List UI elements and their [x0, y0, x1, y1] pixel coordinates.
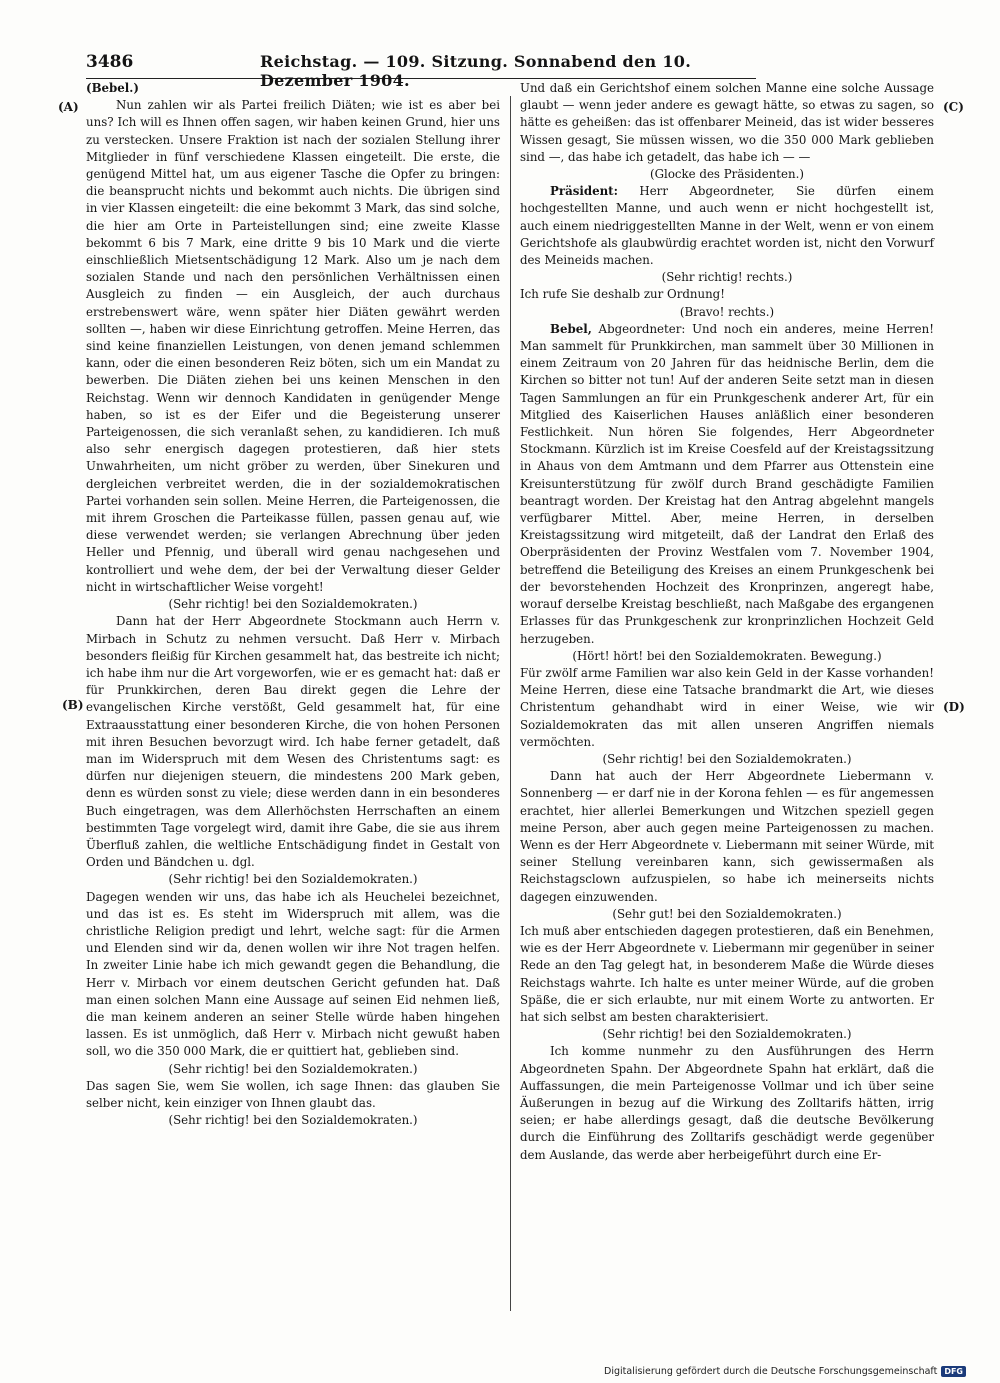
interjection: (Sehr gut! bei den Sozialdemokraten.) [612, 906, 842, 921]
president-statement: Präsident: Herr Abgeordneter, Sie dürfen einem hochgestellten Manne, und auch wenn er nicht hochgestellt ist, auch einem niedriggestellten Manne in der Welt, wenn er von einem Gerichtshofe als glaubwürdig erachtet worden ist, nicht den Vorwurf des Meineids machen. [520, 184, 934, 268]
margin-marker-d: (D) [943, 700, 965, 714]
speaker-statement: Bebel, Abgeordneter: Und noch ein anderes, meine Herren! Man sammelt für Prunkkirchen, man sammelt über 30 Millionen in einem Zeitraum von 20 Jahren für das heidnische Berlin, dem die Kirchen so bitter not tun! Auf der anderen Seite setzt man in diesen Tagen Sammlungen an für ein Prunkgeschenk anderer Art, für ein Mitglied des Kaiserlichen Hauses anläßlich einer besonderen Festlichkeit. Nun hören Sie folgendes, Herr Abgeordneter Stockmann. Kürzlich ist im Kreise Coesfeld auf der Kreistagssitzung in Ahaus von dem Amtmann und dem Pfarrer aus Ottenstein eine Kreisunterstützung für zwölf durch Brand geschädigte Familien beantragt worden. Der Kreistag hat den Antrag abgelehnt mangels verfügbarer Mittel. Aber, meine Herren, in derselben Kreistagssitzung wird mitgeteilt, daß der Landrat den Erlaß des Oberpräsidenten der Provinz Westfalen vom 7. November 1904, betreffend die Beteiligung des Kreises an einem Prunkgeschenk bei der bevorstehenden Hochzeit des Kronprinzen, angeregt habe, worauf derselbe Kreistag beschließt, nach Maßgabe des ergangenen Erlasses für das Prunkgeschenk zur kronprinzlichen Hochzeit Geld herzugeben. [520, 321, 934, 646]
interjection: (Sehr richtig! bei den Sozialdemokraten.) [168, 1061, 418, 1076]
body-paragraph: Nun zahlen wir als Partei freilich Diäten; wie ist es aber bei uns? Ich will es Ihnen offen sagen, wir haben keinen Grund, hier uns zu verstecken. Unsere Fraktion ist nach der sozialen Stellung ihrer Mitglieder in fünf verschiedene Klassen eingeteilt. Die erste, die genügend Mittel hat, um aus eigener Tasche die Opfer zu bringen: die beansprucht nichts und bekommt auch nichts. Die übrigen sind in vier Klassen eingeteilt: die eine bekommt 3 Mark, das sind solche, die hier am Orte in Parteistellungen sind; eine zweite Klasse bekommt 6 bis 7 Mark, eine dritte 9 bis 10 Mark und die vierte einschließlich Mietsentschädigung 12 Mark. Also um je nach dem sozialen Stande und nach den persönlichen Verhältnissen einen Ausgleich zu finden — ein Ausgleich, der auch durchaus erstrebenswert wäre, wenn später hier Diäten gewährt werden sollten —, haben wir diese Einrichtung getroffen. Meine Herren, das sind keine finanziellen Leistungen, von denen jemand schlemmen kann, oder die einen besonderen Reiz böten, sich um ein Mandat zu bewerben. Die Diäten ziehen bei uns keinen Menschen in den Reichstag. Wenn wir dennoch Kandidaten in genügender Menge haben, so ist es der Eifer und die Begeisterung unserer Parteigenossen, die sich veranlaßt sehen, zu kandidieren. Ich muß also sehr energisch dagegen protestieren, daß hier stets Unwahrheiten, um nicht gröber zu werden, über Sinekuren und dergleichen verbreitet werden, die in der sozialdemokratischen Partei vorhanden sein sollen. Meine Herren, die Parteigenossen, die mit ihrem Groschen die Parteikasse füllen, passen genau auf, wie diese verwendet werden; sie verlangen Abrechnung über jeden Heller und Pfennig, und überall wird genau nachgesehen und kontrolliert und wehe dem, der bei der Verwaltung dieser Gelder nicht in wirtschaftlicher Weise vorgeht! [86, 98, 500, 594]
body-paragraph: Ich rufe Sie deshalb zur Ordnung! [520, 287, 725, 302]
body-paragraph: Und daß ein Gerichtshof einem solchen Manne eine solche Aussage glaubt — wenn jeder andere es gewagt hätte, so etwas zu sagen, so hätte es geheißen: das ist offenbarer Meineid, das ist wider besseres Wissen gesagt, Sie müssen wissen, wo die 350 000 Mark geblieben sind —, das habe ich getadelt, das habe ich — — [520, 81, 934, 164]
interjection: (Glocke des Präsidenten.) [650, 167, 804, 182]
interjection: (Sehr richtig! bei den Sozialdemokraten.) [602, 1027, 852, 1042]
body-paragraph: Ich muß aber entschieden dagegen protestieren, daß ein Benehmen, wie es der Herr Abgeordnete v. Liebermann mir gegenüber in seiner Rede an den Tag gelegt hat, in besonderem Maße die Würde dieses Reichstags wahrte. Ich halte es unter meiner Würde, auf die groben Späße, die er sich erlaubte, nur mit einem Worte zu antworten. Er hat sich selbst am besten charakterisiert. [520, 923, 934, 1024]
body-paragraph: Das sagen Sie, wem Sie wollen, ich sage Ihnen: das glauben Sie selber nicht, kein einziger von Ihnen glaubt das. [86, 1078, 500, 1110]
speaker-tag: (Bebel.) [86, 81, 139, 95]
margin-marker-a: (A) [58, 100, 79, 114]
body-paragraph: Dann hat der Herr Abgeordnete Stockmann auch Herrn v. Mirbach in Schutz zu nehmen versucht. Daß Herr v. Mirbach besonders fleißig für Kirchen gesammelt hat, das bestreite ich nicht; ich habe ihm nur die Art vorgeworfen, wie er es gemacht hat: daß er für Prunkkirchen, deren Bau direkt gegen die Lehre der evangelischen Kirche verstößt, Geld gesammelt hat, für eine Extraausstattung einer besonderen Kirche, die von hohen Personen mit ihren Besuchen bevorzugt wird. Ich habe ferner getadelt, daß man im Widerspruch mit dem Wesen des Christentums sagt: es dürfen nur diejenigen steuern, die mindestens 200 Mark geben, denn es würden sonst zu viele; diese werden dann in ein besonderes Buch eingetragen, was dem Allerhöchsten Herrschaften an einem bestimmten Tage vorgelegt wird, damit ihre Gabe, die sie aus ihrem Überfluß zahlen, die weltliche Entschädigung findet in Gestalt von Orden und Bändchen u. dgl. [86, 614, 500, 870]
interjection: (Sehr richtig! bei den Sozialdemokraten.) [168, 1113, 418, 1128]
speaker-name: Bebel, [550, 321, 592, 336]
interjection: (Hört! hört! bei den Sozialdemokraten. Bewegung.) [572, 648, 882, 663]
right-column [520, 80, 934, 1164]
credit-text: Digitalisierung gefördert durch die Deutsche Forschungsgemeinschaft [604, 1366, 938, 1377]
page-number: 3486 [86, 52, 134, 72]
interjection: (Sehr richtig! bei den Sozialdemokraten.) [168, 872, 418, 887]
column-divider [510, 96, 511, 1311]
interjection: (Sehr richtig! bei den Sozialdemokraten.) [602, 751, 852, 766]
left-column [86, 80, 500, 1129]
running-title: Reichstag. — 109. Sitzung. Sonnabend den 10. Dezember 1904. [260, 52, 692, 90]
margin-marker-c: (C) [943, 100, 964, 114]
dfg-logo-icon: DFG [941, 1366, 966, 1377]
margin-marker-b: (B) [62, 698, 84, 712]
body-paragraph: Dagegen wenden wir uns, das habe ich als Heuchelei bezeichnet, und das ist es. Es steht im Widerspruch mit allem, was die christliche Religion predigt und lehrt, welche sagt: für die Armen und Elenden sind wir da, denen wollen wir ihre Not tragen helfen. In zweiter Linie habe ich mich gewandt gegen die Behandlung, die Herr v. Mirbach vor einem deutschen Gericht gefunden hat. Daß man einen solchen Mann eine Aussage auf seinen Eid nehmen ließ, die man keinem anderen an seiner Stelle würde haben hingehen lassen. Es ist unmöglich, daß Herr v. Mirbach nicht gewußt haben soll, wo die 350 000 Mark, die er quittiert hat, geblieben sind. [86, 889, 500, 1059]
body-paragraph: Ich komme nunmehr zu den Ausführungen des Herrn Abgeordneten Spahn. Der Abgeordnete Spahn hat erklärt, daß die Auffassungen, die mein Parteigenosse Vollmar und ich über seine Äußerungen in bezug auf die Wirkung des Zolltarifs hätten, irrig seien; er habe allerdings gesagt, daß die deutsche Bevölkerung durch die Einführung des Zolltarifs geschädigt werde gegenüber dem Auslande, das werde aber herbeigeführt durch eine Er- [520, 1044, 934, 1162]
digitization-credit [604, 1366, 966, 1377]
body-paragraph: Für zwölf arme Familien war also kein Geld in der Kasse vorhanden! Meine Herren, diese eine Tatsache brandmarkt die Art, wie dieses Christentum gehandhabt wird in einer Weise, wie wir Sozialdemokraten das mit allen unseren Angriffen niemals vermöchten. [520, 665, 934, 749]
interjection: (Bravo! rechts.) [679, 304, 775, 319]
interjection: (Sehr richtig! bei den Sozialdemokraten.) [168, 597, 418, 612]
body-paragraph: Dann hat auch der Herr Abgeordnete Liebermann v. Sonnenberg — er darf nie in der Korona fehlen — es für angemessen erachtet, hier allerlei Bemerkungen und Witzchen speziell gegen meine Person, aber auch gegen meine Parteigenossen zu machen. Wenn es der Herr Abgeordnete v. Liebermann mit seiner Würde, mit seiner Stellung vereinbaren kann, sich gewissermaßen als Reichstagsclown aufzuspielen, so habe ich meinerseits nichts dagegen einzuwenden. [520, 769, 934, 904]
interjection: (Sehr richtig! rechts.) [661, 270, 793, 285]
speaker-name: Präsident: [550, 184, 618, 199]
